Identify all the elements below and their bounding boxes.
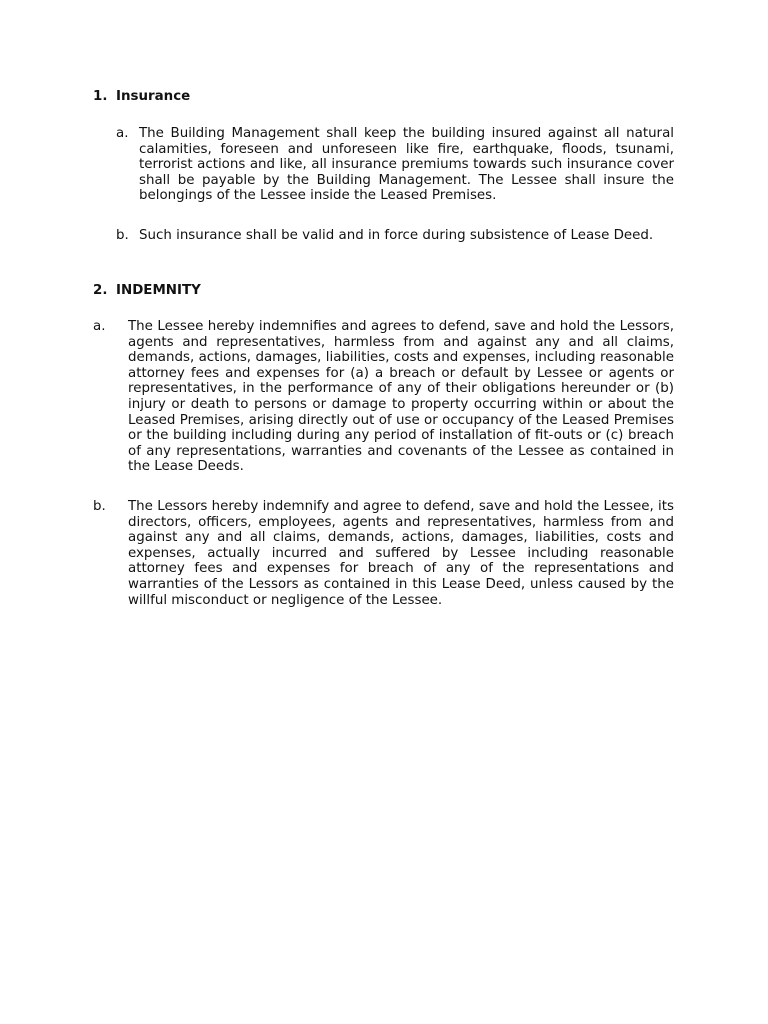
section-number: 2. xyxy=(93,283,108,298)
section-title: Insurance xyxy=(116,89,191,104)
section-title: INDEMNITY xyxy=(116,283,201,298)
list-marker: a. xyxy=(116,126,129,141)
list-marker: b. xyxy=(116,228,129,243)
list-marker: a. xyxy=(93,319,106,334)
clause-text: Such insurance shall be valid and in force during subsistence of Lease Deed. xyxy=(139,228,654,243)
list-marker: b. xyxy=(93,499,106,514)
section-number: 1. xyxy=(93,89,108,104)
list-item-indemnity-a xyxy=(93,319,674,479)
clause-text: The Lessee hereby indemnifies and agrees to defend, save and hold the Lessors, agents and representatives, harmless from and against any and all claims, demands, actions, damages, liabilities, costs and expenses, including reasonable attorney fees and expenses for (a) a breach or default by Lessee or agents or representatives, in the performance of any of their obligations hereunder or (b) injury or death to persons or damage to property occurring within or about the Leased Premises, arising directly out of use or occupancy of the Leased Premises or the building including during any period of installation of fit-outs or (c) breach of any representations, warranties and covenants of the Lessee as contained in the Lease Deeds. xyxy=(128,319,674,475)
section-heading-indemnity xyxy=(93,283,201,299)
list-item-insurance-b xyxy=(116,228,674,262)
list-item-indemnity-b xyxy=(93,499,674,611)
section-heading-insurance xyxy=(93,89,190,105)
clause-text: The Building Management shall keep the building insured against all natural calamities, foreseen and unforeseen like fire, earthquake, floods, tsunami, terrorist actions and like, all insurance premiums towards such insurance cover shall be payable by the Building Management. The Lessee shall insure the belongings of the Lessee inside the Leased Premises. xyxy=(139,126,674,204)
list-item-insurance-a xyxy=(116,126,674,206)
clause-text: The Lessors hereby indemnify and agree to defend, save and hold the Lessee, its directors, officers, employees, agents and representatives, harmless from and against any and all claims, demands, actions, damages, liabilities, costs and expenses, actually incurred and suffered by Lessee including reasonable attorney fees and expenses for breach of any of the representations and warranties of the Lessors as contained in this Lease Deed, unless caused by the willful misconduct or negligence of the Lessee. xyxy=(128,499,674,608)
